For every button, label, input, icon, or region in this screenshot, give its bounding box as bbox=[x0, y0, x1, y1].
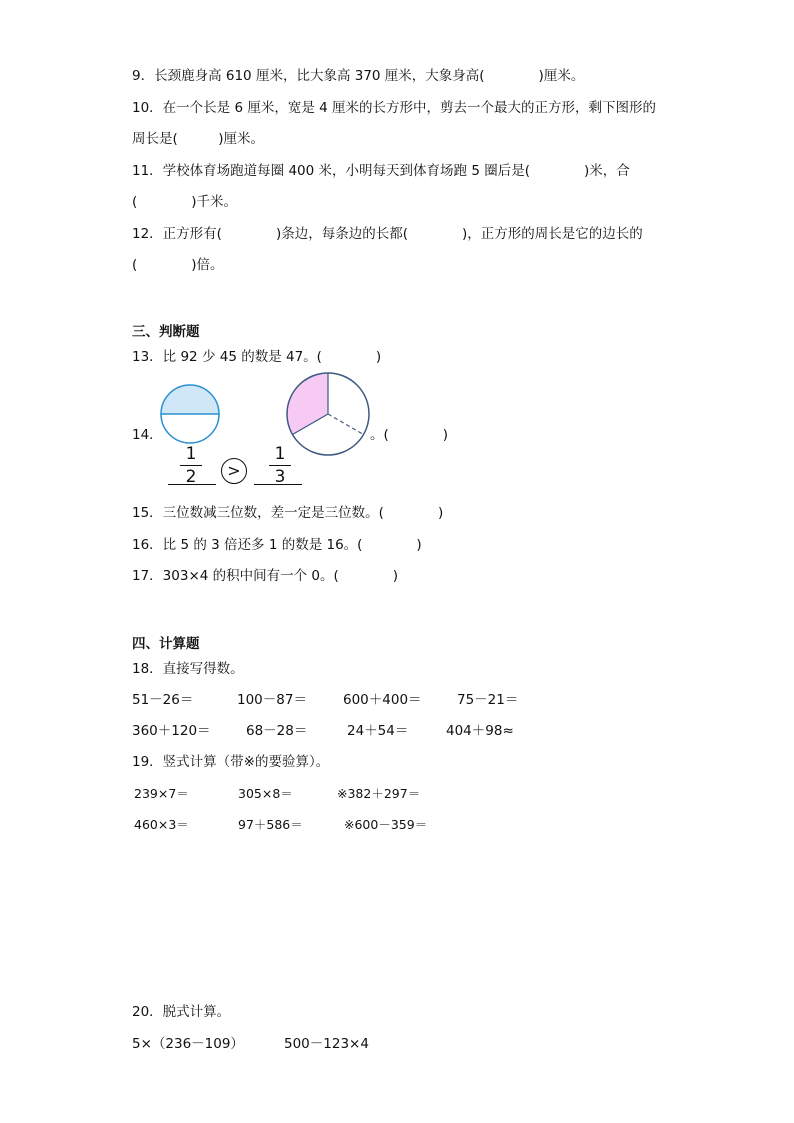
question-13: 13．比 92 少 45 的数是 47。( ) bbox=[132, 349, 382, 365]
question-9: 9．长颈鹿身高 610 厘米，比大象高 370 厘米，大象身高( )厘米。 bbox=[132, 68, 585, 84]
question-10-line1: 10．在一个长是 6 厘米，宽是 4 厘米的长方形中，剪去一个最大的正方形，剩下图形的 bbox=[132, 100, 657, 116]
fraction-left-denominator: 2 bbox=[185, 467, 197, 487]
oral-calc-1: 51－26＝ bbox=[132, 692, 194, 708]
question-14-number: 14． bbox=[132, 427, 163, 443]
question-15: 15．三位数减三位数，差一定是三位数。( ) bbox=[132, 505, 444, 521]
question-10-line2: 周长是( )厘米。 bbox=[132, 131, 265, 147]
section-title-calculation: 四、计算题 bbox=[132, 636, 200, 652]
third-radius-right-dashed bbox=[328, 414, 364, 435]
oral-calc-7: 24＋54＝ bbox=[347, 723, 409, 739]
question-16: 16．比 5 的 3 倍还多 1 的数是 16。( ) bbox=[132, 537, 422, 553]
vertical-calc-4: 460×3＝ bbox=[134, 817, 189, 832]
fraction-left bbox=[180, 444, 202, 487]
question-11-line2: ( )千米。 bbox=[132, 194, 238, 210]
third-shaded-circle-figure bbox=[285, 371, 371, 457]
step-calc-2: 500－123×4 bbox=[284, 1036, 369, 1052]
half-shaded-region bbox=[161, 385, 219, 414]
question-14-tail: 。( ) bbox=[370, 427, 449, 443]
question-12-line2: ( )倍。 bbox=[132, 257, 224, 273]
fraction-right-denominator: 3 bbox=[274, 467, 286, 487]
fraction-right-numerator: 1 bbox=[274, 444, 286, 464]
answer-line-left bbox=[168, 484, 216, 485]
question-20: 20．脱式计算。 bbox=[132, 1004, 231, 1020]
question-19: 19．竖式计算（带※的要验算）。 bbox=[132, 754, 330, 770]
oral-calc-4: 75－21＝ bbox=[457, 692, 519, 708]
oral-calc-3: 600＋400＝ bbox=[343, 692, 422, 708]
answer-line-right bbox=[254, 484, 302, 485]
question-12-line1: 12．正方形有( )条边，每条边的长都( )，正方形的周长是它的边长的 bbox=[132, 226, 643, 242]
oral-calc-5: 360＋120＝ bbox=[132, 723, 211, 739]
vertical-calc-6: ※600－359＝ bbox=[344, 817, 428, 832]
fraction-left-numerator: 1 bbox=[185, 444, 197, 464]
question-18: 18．直接写得数。 bbox=[132, 661, 244, 677]
oral-calc-6: 68－28＝ bbox=[246, 723, 308, 739]
question-11-line1: 11．学校体育场跑道每圈 400 米，小明每天到体育场跑 5 圈后是( )米，合 bbox=[132, 163, 630, 179]
vertical-calc-3: ※382＋297＝ bbox=[337, 786, 421, 801]
step-calc-1: 5×（236－109） bbox=[132, 1036, 244, 1052]
section-title-judgement: 三、判断题 bbox=[132, 324, 200, 340]
half-shaded-circle-figure bbox=[159, 383, 221, 445]
oral-calc-8: 404＋98≈ bbox=[446, 723, 514, 739]
vertical-calc-2: 305×8＝ bbox=[238, 786, 293, 801]
vertical-calc-5: 97＋586＝ bbox=[238, 817, 303, 832]
question-17: 17．303×4 的积中间有一个 0。( ) bbox=[132, 568, 399, 584]
compare-symbol: > bbox=[221, 458, 247, 484]
fraction-right bbox=[269, 444, 291, 487]
vertical-calc-1: 239×7＝ bbox=[134, 786, 189, 801]
oral-calc-2: 100－87＝ bbox=[237, 692, 307, 708]
fraction-right-bar bbox=[269, 465, 291, 466]
fraction-left-bar bbox=[180, 465, 202, 466]
